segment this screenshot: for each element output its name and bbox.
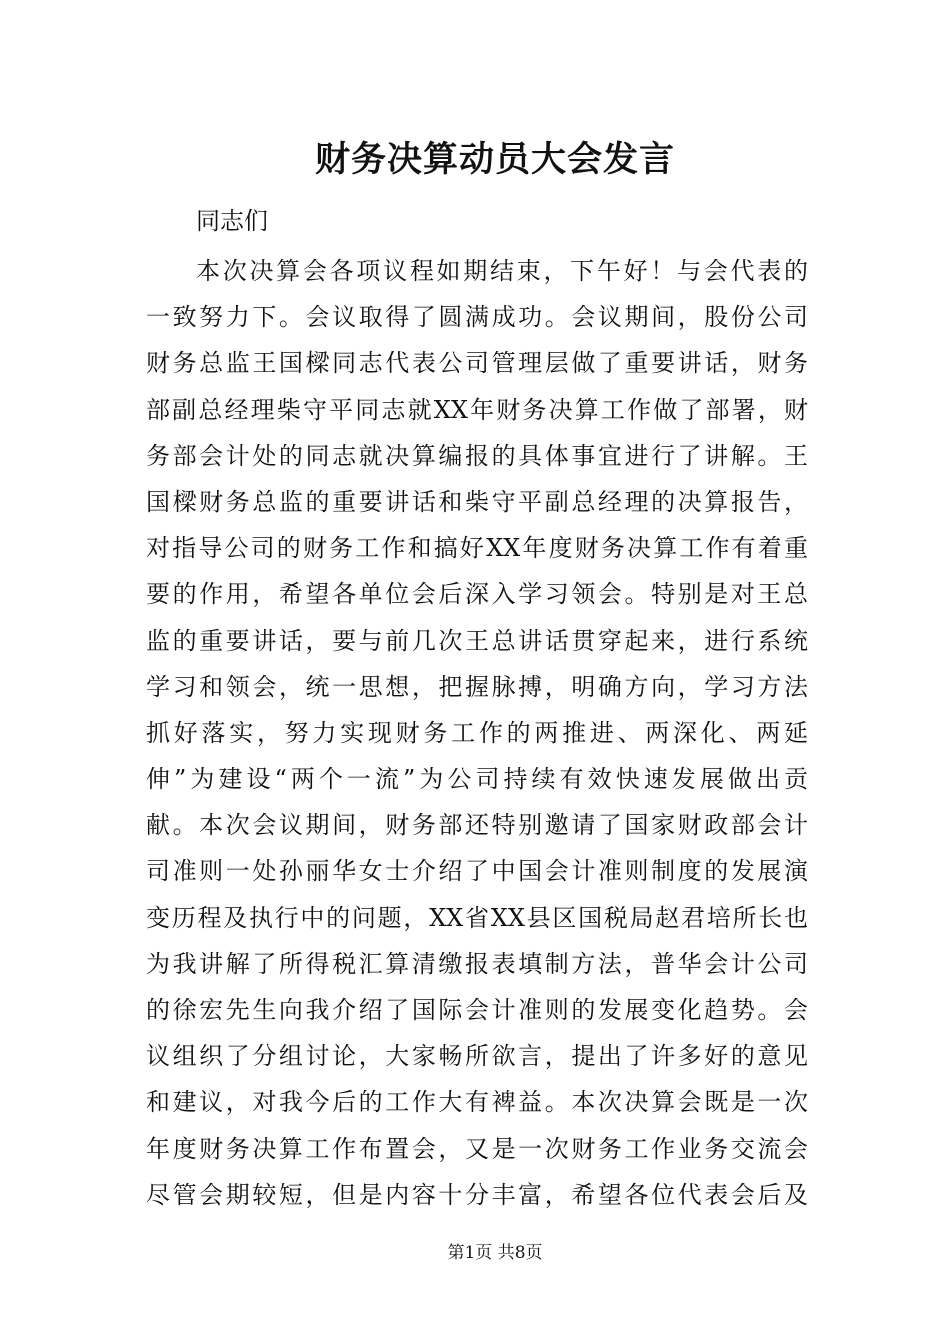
text-line: 本次决算会各项议程如期结束，下午好！与会代表的 <box>196 257 808 285</box>
text-line: 要的作用，希望各单位会后深入学习领会。特别是对王总 <box>146 580 808 609</box>
text-line: 年度财务决算工作布置会，又是一次财务工作业务交流会 <box>146 1134 808 1163</box>
text-line: 务部会计处的同志就决算编报的具体事宜进行了讲解。王 <box>146 441 808 470</box>
text-line: 一致努力下。会议取得了圆满成功。会议期间，股份公司 <box>146 303 808 332</box>
text-line: 司准则一处孙丽华女士介绍了中国会计准则制度的发展演 <box>146 857 808 886</box>
text-line: 监的重要讲话，要与前几次王总讲话贯穿起来，进行系统 <box>146 626 808 655</box>
text-line: 议组织了分组讨论，大家畅所欲言，提出了许多好的意见 <box>146 1042 808 1071</box>
text-line: 财务总监王国樑同志代表公司管理层做了重要讲话，财务 <box>146 349 808 378</box>
text-line: 变历程及执行中的问题，XX省XX县区国税局赵君培所长也 <box>146 903 808 932</box>
text-line: 的徐宏先生向我介绍了国际会计准则的发展变化趋势。会 <box>146 996 808 1024</box>
salutation: 同志们 <box>196 207 268 235</box>
text-line: 献。本次会议期间，财务部还特别邀请了国家财政部会计 <box>146 811 808 840</box>
body-paragraph <box>146 248 808 1218</box>
text-line: 部副总经理柴守平同志就XX年财务决算工作做了部署，财 <box>146 395 808 424</box>
text-line: 为我讲解了所得税汇算清缴报表填制方法，普华会计公司 <box>146 949 808 978</box>
text-line: 学习和领会，统一思想，把握脉搏，明确方向，学习方法 <box>146 672 808 701</box>
text-line: 伸”为建设“两个一流”为公司持续有效快速发展做出贡 <box>146 765 808 794</box>
page-footer: 第1页 共8页 <box>447 1243 543 1263</box>
text-line: 抓好落实，努力实现财务工作的两推进、两深化、两延 <box>146 718 808 747</box>
text-line: 对指导公司的财务工作和搞好XX年度财务决算工作有着重 <box>146 534 808 563</box>
text-line: 尽管会期较短，但是内容十分丰富，希望各位代表会后及 <box>146 1180 808 1209</box>
text-line: 国樑财务总监的重要讲话和柴守平副总经理的决算报告， <box>146 487 808 516</box>
text-line: 和建议，对我今后的工作大有裨益。本次决算会既是一次 <box>146 1088 808 1117</box>
document-title: 财务决算动员大会发言 <box>314 139 675 180</box>
